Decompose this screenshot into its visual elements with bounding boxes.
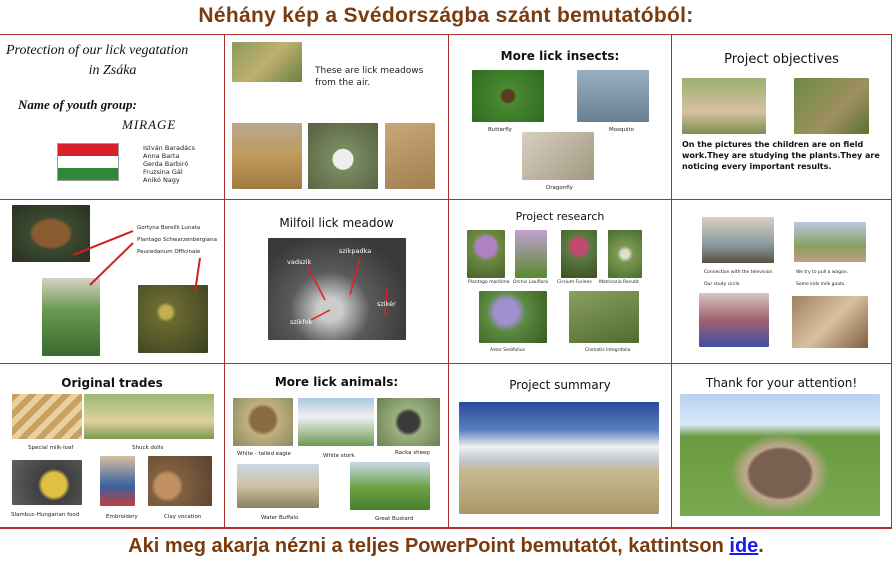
slide-thanks [672, 364, 892, 528]
slide-title: Project objectives [724, 52, 839, 67]
slide-objectives [672, 35, 892, 200]
trade-caption: Slambuc-Hungarian food [11, 512, 80, 518]
animal-caption: White - tailed eagle [237, 451, 291, 457]
photo-clay [148, 456, 212, 506]
slide-title: Project research [515, 210, 605, 223]
photo-dragonfly [522, 132, 594, 180]
activity-caption: Our study circle [704, 282, 740, 287]
photo-goats [792, 296, 868, 348]
footer-text [0, 535, 892, 558]
plant-caption: Cirsium Furiens [557, 280, 592, 285]
member-name: Anna Barta [143, 152, 180, 160]
aerial-caption: These are lick meadows from the air. [315, 66, 424, 88]
photo-plants [794, 78, 869, 134]
photo-egg [308, 123, 378, 189]
photo-tv [702, 217, 774, 263]
plant-label: Peucedanum Officinale [137, 249, 201, 255]
photo-plant [561, 230, 597, 278]
photo-butterfly [472, 70, 544, 122]
insect-caption: Butterfly [488, 127, 512, 133]
photo-meadow [232, 123, 302, 189]
photo-milk-loaf [12, 394, 82, 439]
photo-cracked-soil [385, 123, 435, 189]
plant-caption: Aster Sedifolius [490, 348, 526, 353]
slide-lick-insects [449, 35, 672, 200]
slide-title: Milfoil lick meadow [279, 216, 394, 230]
slide-title: More lick insects: [500, 49, 620, 63]
insect-caption: Mosquito [609, 127, 635, 133]
trade-caption: Shuck dolls [132, 445, 164, 451]
animal-caption: White stork [323, 453, 355, 459]
member-name: Gerda Barbiró [143, 160, 189, 168]
slide-title-line2: in Zsáka [88, 63, 137, 78]
slide-summary [449, 364, 672, 528]
photo-study-circle [699, 293, 769, 347]
photo-boy-donkey [680, 394, 880, 516]
slide-lick-animals [225, 364, 449, 528]
activity-caption: Connection with the television [704, 270, 773, 275]
photo-stork [298, 398, 374, 446]
trade-caption: Embroidery [106, 514, 138, 520]
plant-caption: Plantago maritima [468, 280, 510, 285]
plant-caption: Orchis Laxiflora [513, 280, 549, 285]
footer-sentence: Aki meg akarja nézni a teljes PowerPoint bemutatót, kattintson [128, 535, 730, 557]
milfoil-label: szikér [377, 300, 396, 308]
group-label: Name of youth group: [18, 97, 137, 112]
photo-shuck-dolls [84, 394, 214, 439]
photo-bustard [350, 462, 430, 510]
slide-title: More lick animals: [274, 375, 399, 389]
slide-protection [0, 35, 225, 200]
milfoil-label: szikfok [290, 318, 313, 326]
trade-caption: Special milk-loaf [28, 445, 74, 451]
animal-caption: Water Buffalo [261, 515, 299, 521]
slide-title: Project summary [509, 378, 611, 392]
photo-mosquito [577, 70, 649, 122]
presentation-link[interactable]: ide [729, 535, 759, 557]
photo-aster [479, 291, 547, 343]
photo-eagle [233, 398, 293, 446]
milfoil-arrows [225, 200, 449, 364]
slide-trades [0, 364, 225, 528]
slide-aerial-meadows [225, 35, 449, 200]
activity-caption: We try to pull a wagon. [796, 270, 849, 275]
photo-children-field [682, 78, 766, 134]
milfoil-label: vadszik [287, 258, 312, 266]
slide-title: Original trades [61, 376, 163, 390]
trade-caption: Clay vocation [164, 514, 202, 520]
activity-caption: Some kids milk goats. [796, 282, 846, 287]
slide-title: Protection of our lick vegatation [6, 43, 189, 58]
photo-wagon [794, 222, 866, 262]
slide-grid [0, 34, 892, 529]
member-name: István Baradács [143, 144, 196, 152]
slide-plants-moth [0, 200, 225, 364]
objectives-text: On the pictures the children are on field work.They are studying the plants.They are noticing every important results. [682, 140, 880, 171]
plant-label: Gortyna Borellii Lunata [137, 225, 201, 231]
plant-label: Plantago Schwarzenbergiana [137, 237, 218, 243]
photo-slambuc [12, 460, 82, 505]
slide-research [449, 200, 672, 364]
plant-caption: Clematis Integrifolia [585, 348, 631, 353]
page-title: Néhány kép a Svédországba szánt bemutatóból: [198, 4, 694, 27]
photo-buffalo [237, 464, 319, 508]
animal-caption: Great Bustard [375, 516, 414, 522]
photo-embroidery [100, 456, 135, 506]
footer-period: . [758, 535, 764, 557]
group-name: MIRAGE [122, 117, 177, 132]
photo-aerial [232, 42, 302, 82]
photo-clematis [569, 291, 639, 343]
insect-caption: Dragonfly [546, 185, 573, 191]
member-name: Anikó Nagy [143, 176, 180, 184]
slide-milfoil [225, 200, 449, 364]
member-name: Fruzsina Gál [143, 168, 183, 176]
plant-caption: Matricaria Recutit [599, 280, 639, 285]
photo-plant [608, 230, 642, 278]
member-list [143, 144, 195, 184]
animal-caption: Racka sheep [395, 450, 430, 456]
photo-plant [467, 230, 505, 278]
milfoil-label: szikpadka [339, 247, 372, 255]
hungarian-flag [57, 143, 119, 181]
photo-racka [377, 398, 440, 446]
slide-activities [672, 200, 892, 364]
photo-summary-landscape [459, 402, 659, 514]
photo-plant [515, 230, 547, 278]
slide-title: Thank for your attention! [705, 376, 858, 390]
